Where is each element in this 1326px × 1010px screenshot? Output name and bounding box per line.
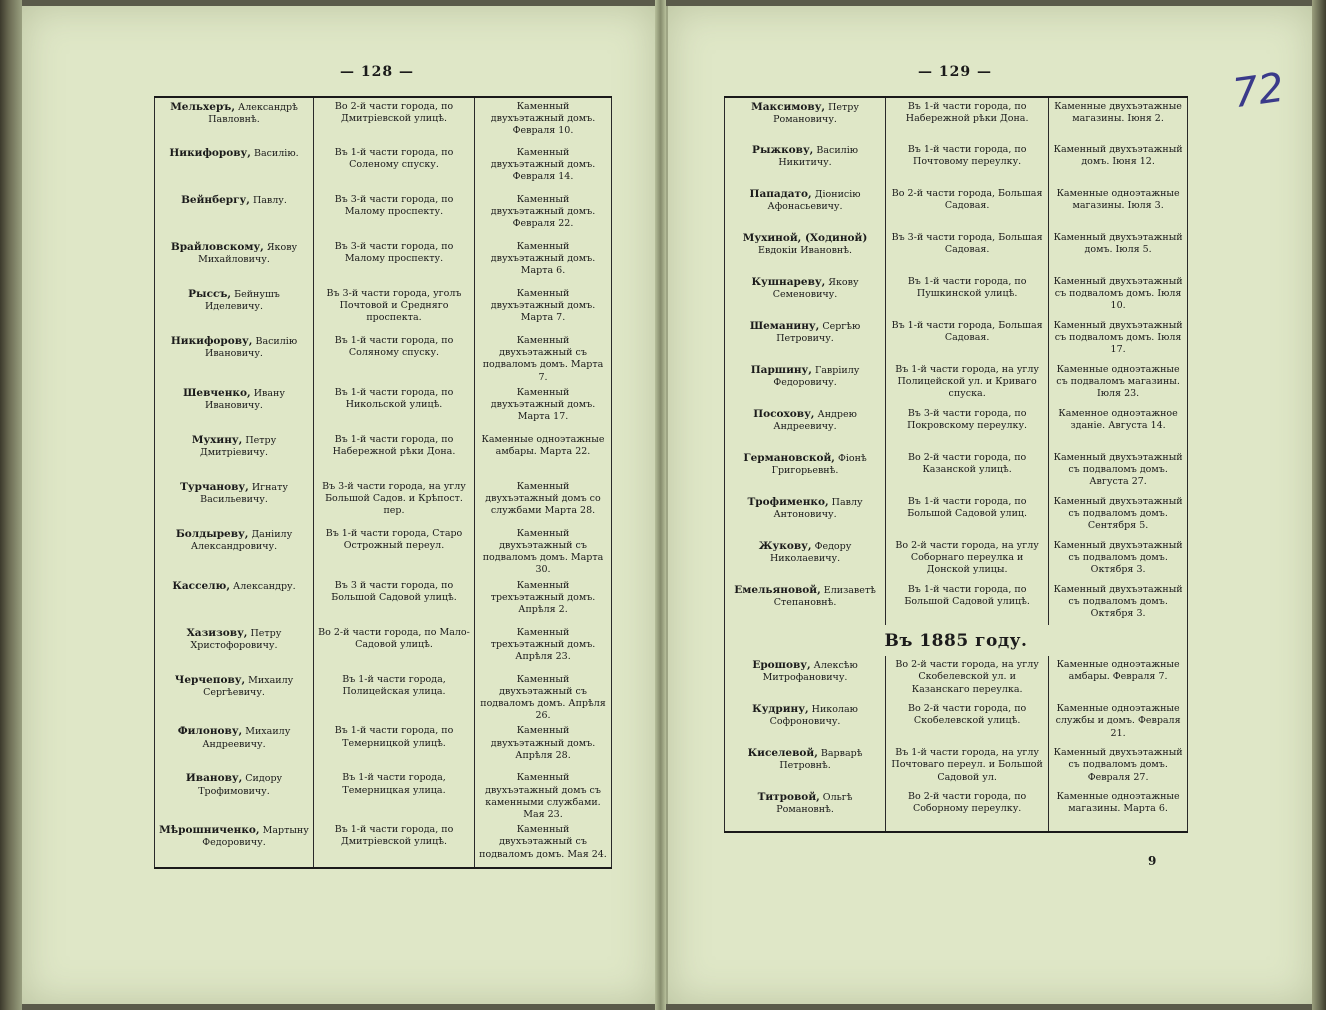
- location-cell: Въ 1-й части города, Полицейская улица.: [314, 671, 475, 723]
- owner-surname: Киселевой,: [747, 747, 818, 760]
- owner-given-name: Федору Николаевичу.: [769, 541, 852, 565]
- owner-cell: [155, 238, 314, 285]
- section-cell: [725, 625, 1188, 656]
- location-cell: Въ 1-й части города, на углу Почтоваго переул. и Большой Садовой ул.: [886, 744, 1049, 788]
- owner-cell: [155, 384, 314, 431]
- owner-given-name: Андрею Андреевичу.: [773, 409, 857, 433]
- location-cell: Въ 1-й части города, по Почтовому переулку.: [886, 141, 1049, 185]
- table-row: [725, 788, 1188, 832]
- owner-surname: Болдыреву,: [175, 527, 249, 540]
- table-row: [155, 525, 612, 577]
- owner-surname: Мухиной, (Ходиной): [742, 232, 868, 244]
- location-cell: Въ 3-й части города, на углу Большой Садов. и Крѣпост. пер.: [314, 478, 475, 525]
- owner-given-name: Павлу.: [252, 195, 287, 206]
- location-cell: Въ 1-й части города, по Соляному спуску.: [314, 332, 475, 384]
- owner-surname: Врайловскому,: [170, 241, 264, 253]
- table-row: [155, 478, 612, 525]
- location-cell: Въ 3-й части города, уголъ Почтовой и Средняго проспекта.: [314, 285, 475, 332]
- table-row: [155, 577, 612, 624]
- table-row: [725, 97, 1188, 141]
- table-row: [155, 769, 612, 821]
- owner-surname: Шевченко,: [183, 386, 251, 399]
- owner-given-name: Александрѣ Павловнѣ.: [208, 102, 298, 126]
- table-row: [725, 537, 1188, 581]
- owner-given-name: Ольгѣ Романовнѣ.: [776, 792, 853, 816]
- owner-given-name: Павлу Антоновичу.: [773, 497, 863, 521]
- owner-surname: Пападато,: [749, 188, 812, 200]
- building-cell: Каменный двухъэтажный съ подваломъ домъ. Іюля 10.: [1049, 273, 1188, 317]
- building-cell: Каменные одноэтажные амбары. Марта 22.: [475, 431, 612, 478]
- owner-surname: Ерошову,: [752, 659, 811, 672]
- owner-cell: [725, 229, 886, 273]
- table-row: [725, 449, 1188, 493]
- building-cell: Каменный трехъэтажный домъ. Апрѣля 23.: [475, 624, 612, 671]
- location-cell: Въ 1-й части города, по Никольской улицѣ.: [314, 384, 475, 431]
- owner-surname: Турчанову,: [180, 480, 249, 493]
- location-cell: Въ 1-й части города, по Дмитріевской улицѣ.: [314, 821, 475, 868]
- owner-given-name: Петру Романовичу.: [773, 102, 859, 126]
- owner-surname: Иванову,: [185, 772, 243, 785]
- page-number-left: — 128 —: [340, 64, 414, 80]
- owner-cell: [155, 191, 314, 238]
- table-row: [725, 229, 1188, 273]
- location-cell: Въ 1-й части города, по Большой Садовой улиц.: [886, 493, 1049, 537]
- building-cell: Каменный двухъэтажный съ подваломъ домъ. Августа 27.: [1049, 449, 1188, 493]
- owner-cell: [725, 700, 886, 744]
- table-row: [725, 405, 1188, 449]
- owner-cell: [725, 493, 886, 537]
- owner-given-name: Якову Семеновичу.: [772, 277, 859, 301]
- owner-surname: Емельяновой,: [734, 584, 821, 596]
- table-row: [155, 97, 612, 144]
- owner-cell: [155, 97, 314, 144]
- location-cell: Въ 1-й части города, по Набережной рѣки Дона.: [886, 97, 1049, 141]
- owner-cell: [725, 361, 886, 405]
- owner-surname: Хазизову,: [186, 626, 248, 639]
- table-row: [725, 493, 1188, 537]
- location-cell: Въ 1-й части города, по Пушкинской улицѣ.: [886, 273, 1049, 317]
- owner-cell: [155, 285, 314, 332]
- table-row: [725, 273, 1188, 317]
- building-cell: Каменный трехъэтажный домъ. Апрѣля 2.: [475, 577, 612, 624]
- location-cell: Во 2-й части города, по Казанской улицѣ.: [886, 449, 1049, 493]
- owner-surname: Мухину,: [191, 433, 243, 446]
- owner-cell: [725, 744, 886, 788]
- location-cell: Въ 1-й части города, по Соленому спуску.: [314, 144, 475, 191]
- right-page: [666, 6, 1314, 1004]
- location-cell: Во 2-й части города, на углу Скобелевской ул. и Казанскаго переулка.: [886, 656, 1049, 700]
- owner-cell: [155, 478, 314, 525]
- book-gutter: [655, 0, 666, 1010]
- building-cell: Каменный двухъэтажный съ подваломъ домъ. Апрѣля 26.: [475, 671, 612, 723]
- owner-given-name: Фіонѣ Григорьевнѣ.: [771, 453, 867, 477]
- building-cell: Каменный двухъэтажный домъ. Іюля 5.: [1049, 229, 1188, 273]
- building-cell: Каменный двухъэтажный домъ. Іюня 12.: [1049, 141, 1188, 185]
- building-cell: Каменный двухъэтажный домъ. Февраля 22.: [475, 191, 612, 238]
- owner-given-name: Василію Ивановичу.: [205, 336, 298, 360]
- building-cell: Каменный двухъэтажный домъ со службами Марта 28.: [475, 478, 612, 525]
- register-table-left: [154, 96, 612, 869]
- owner-surname: Никифорову,: [170, 335, 253, 347]
- owner-surname: Никифорову,: [169, 147, 251, 159]
- building-cell: Каменные одноэтажные службы и домъ. Февраля 21.: [1049, 700, 1188, 744]
- owner-cell: [155, 769, 314, 821]
- owner-cell: [725, 788, 886, 832]
- location-cell: Въ 3-й части города, по Малому проспекту.: [314, 191, 475, 238]
- owner-given-name: Петру Христофоровичу.: [190, 627, 282, 651]
- table-row: [155, 384, 612, 431]
- owner-cell: [155, 671, 314, 723]
- section-row: [725, 625, 1188, 656]
- owner-given-name: Елизаветѣ Степановнѣ.: [773, 585, 876, 609]
- handwritten-folio-mark: 72: [1230, 64, 1287, 118]
- building-cell: Каменные одноэтажные съ подваломъ магазины. Іюля 23.: [1049, 361, 1188, 405]
- building-cell: Каменный двухъэтажный съ подваломъ домъ. Марта 7.: [475, 332, 612, 384]
- owner-cell: [725, 449, 886, 493]
- table-row: [725, 656, 1188, 700]
- book-edge-left: [0, 0, 22, 1010]
- location-cell: Въ 3-й части города, по Малому проспекту.: [314, 238, 475, 285]
- owner-given-name: Михаилу Сергѣевичу.: [203, 674, 294, 698]
- owner-given-name: Михаилу Андреевичу.: [202, 726, 291, 750]
- owner-given-name: Ивану Ивановичу.: [205, 387, 285, 412]
- owner-surname: Посохову,: [753, 408, 815, 420]
- location-cell: Во 2-й части города, по Соборному переулку.: [886, 788, 1049, 832]
- table-row: [725, 361, 1188, 405]
- table-row: [155, 332, 612, 384]
- building-cell: Каменный двухъэтажный съ подваломъ домъ. Октября 3.: [1049, 581, 1188, 625]
- owner-given-name: Бейнушъ Иделевичу.: [205, 289, 280, 313]
- owner-given-name: Василію Никитичу.: [778, 145, 859, 169]
- building-cell: Каменный двухъэтажный съ подваломъ домъ. Февраля 27.: [1049, 744, 1188, 788]
- owner-given-name: Сергѣю Петровичу.: [776, 321, 861, 345]
- owner-given-name: Василію.: [253, 148, 299, 159]
- owner-cell: [725, 185, 886, 229]
- location-cell: Въ 1-й части города, по Большой Садовой улицѣ.: [886, 581, 1049, 625]
- owner-surname: Шеманину,: [749, 320, 820, 332]
- register-table-right: [724, 96, 1188, 833]
- owner-cell: [155, 332, 314, 384]
- signature-mark: 9: [1148, 854, 1157, 868]
- owner-cell: [155, 722, 314, 769]
- owner-cell: [725, 537, 886, 581]
- building-cell: Каменные одноэтажные магазины. Марта 6.: [1049, 788, 1188, 832]
- owner-surname: Филонову,: [177, 725, 243, 738]
- owner-given-name: Даніилу Александровичу.: [190, 528, 293, 553]
- table-row: [725, 141, 1188, 185]
- location-cell: Во 2-й части города, на углу Соборнаго переулка и Донской улицы.: [886, 537, 1049, 581]
- owner-surname: Рыссъ,: [188, 288, 232, 300]
- building-cell: Каменный двухъэтажный съ подваломъ домъ. Октября 3.: [1049, 537, 1188, 581]
- owner-cell: [155, 525, 314, 577]
- owner-surname: Жукову,: [758, 540, 812, 552]
- owner-cell: [725, 97, 886, 141]
- owner-surname: Мельхеръ,: [170, 101, 236, 113]
- building-cell: Каменные двухъэтажные магазины. Іюня 2.: [1049, 97, 1188, 141]
- owner-surname: Максимову,: [751, 101, 826, 113]
- owner-cell: [725, 581, 886, 625]
- building-cell: Каменный двухъэтажный съ подваломъ домъ. Сентября 5.: [1049, 493, 1188, 537]
- building-cell: Каменный двухъэтажный домъ. Апрѣля 28.: [475, 722, 612, 769]
- owner-surname: Трофименко,: [747, 496, 829, 508]
- building-cell: Каменный двухъэтажный домъ. Марта 6.: [475, 238, 612, 285]
- location-cell: Во 2-й части города, по Дмитріевской улицѣ.: [314, 97, 475, 144]
- owner-given-name: Алексѣю Митрофановичу.: [762, 660, 858, 684]
- owner-given-name: Діонисію Афонасьевичу.: [767, 189, 861, 213]
- owner-cell: [155, 624, 314, 671]
- table-row: [155, 238, 612, 285]
- owner-cell: [155, 431, 314, 478]
- page-number-right: — 129 —: [918, 64, 992, 80]
- owner-given-name: Николаю Софроновичу.: [769, 704, 858, 728]
- table-row: [725, 185, 1188, 229]
- table-row: [155, 144, 612, 191]
- location-cell: Въ 1-й части города, Большая Садовая.: [886, 317, 1049, 361]
- owner-given-name: Гавріилу Федоровичу.: [773, 365, 860, 389]
- table-row: [155, 624, 612, 671]
- table-row: [725, 317, 1188, 361]
- owner-surname: Рыжкову,: [752, 144, 814, 156]
- table-row: [725, 744, 1188, 788]
- building-cell: Каменный двухъэтажный съ подваломъ домъ. Марта 30.: [475, 525, 612, 577]
- owner-cell: [155, 821, 314, 868]
- owner-surname: Паршину,: [750, 364, 812, 376]
- owner-cell: [155, 577, 314, 624]
- owner-surname: Германовской,: [743, 452, 835, 464]
- owner-cell: [725, 317, 886, 361]
- table-row: [155, 431, 612, 478]
- building-cell: Каменный двухъэтажный домъ. Марта 17.: [475, 384, 612, 431]
- owner-surname: Титровой,: [757, 791, 820, 804]
- owner-surname: Мѣрошниченко,: [159, 824, 260, 837]
- owner-cell: [725, 656, 886, 700]
- left-page: [22, 6, 657, 1004]
- owner-given-name: Петру Дмитріевичу.: [199, 434, 277, 459]
- owner-surname: Касселю,: [172, 579, 230, 592]
- owner-cell: [725, 141, 886, 185]
- owner-given-name: Мартыну Федоровичу.: [202, 825, 309, 849]
- location-cell: Въ 1-й части города, по Набережной рѣки Дона.: [314, 431, 475, 478]
- owner-given-name: Евдокіи Ивановнѣ.: [758, 245, 853, 257]
- location-cell: Въ 1-й части города, по Темерницкой улицѣ.: [314, 722, 475, 769]
- owner-cell: [155, 144, 314, 191]
- location-cell: Въ 1-й части города, на углу Полицейской ул. и Криваго спуска.: [886, 361, 1049, 405]
- owner-surname: Кудрину,: [752, 703, 809, 716]
- owner-given-name: Сидору Трофимовичу.: [198, 773, 283, 797]
- location-cell: Въ 3-й части города, Большая Садовая.: [886, 229, 1049, 273]
- owner-surname: Кушнареву,: [751, 276, 826, 288]
- book-edge-right: [1312, 0, 1326, 1010]
- location-cell: Въ 1-й части города, Темерницкая улица.: [314, 769, 475, 821]
- building-cell: Каменный двухъэтажный съ подваломъ домъ. Іюля 17.: [1049, 317, 1188, 361]
- owner-surname: Черчепову,: [174, 673, 246, 686]
- table-row: [155, 671, 612, 723]
- building-cell: Каменный двухъэтажный домъ. Февраля 14.: [475, 144, 612, 191]
- location-cell: Въ 3-й части города, по Покровскому переулку.: [886, 405, 1049, 449]
- location-cell: Въ 1-й части города, Старо Острожный переул.: [314, 525, 475, 577]
- table-row: [725, 700, 1188, 744]
- owner-given-name: Якову Михайловичу.: [198, 242, 298, 266]
- section-title: Въ 1885 году.: [884, 631, 1028, 651]
- table-row: [155, 722, 612, 769]
- building-cell: Каменный двухъэтажный домъ. Марта 7.: [475, 285, 612, 332]
- owner-given-name: Игнату Васильевичу.: [200, 481, 288, 506]
- table-row: [155, 191, 612, 238]
- location-cell: Во 2-й части города, по Скобелевской улицѣ.: [886, 700, 1049, 744]
- building-cell: Каменный двухъэтажный домъ. Февраля 10.: [475, 97, 612, 144]
- building-cell: Каменный двухъэтажный домъ съ каменными службами. Мая 23.: [475, 769, 612, 821]
- building-cell: Каменные одноэтажные амбары. Февраля 7.: [1049, 656, 1188, 700]
- owner-given-name: Варварѣ Петровнѣ.: [779, 748, 863, 772]
- owner-cell: [725, 405, 886, 449]
- owner-given-name: Александру.: [233, 580, 296, 592]
- building-cell: Каменное одноэтажное зданіе. Августа 14.: [1049, 405, 1188, 449]
- location-cell: Въ 3 й части города, по Большой Садовой улицѣ.: [314, 577, 475, 624]
- owner-surname: Вейнбергу,: [181, 194, 250, 206]
- location-cell: Во 2-й части города, Большая Садовая.: [886, 185, 1049, 229]
- building-cell: Каменные одноэтажные магазины. Іюля 3.: [1049, 185, 1188, 229]
- owner-cell: [725, 273, 886, 317]
- table-row: [725, 581, 1188, 625]
- table-row: [155, 821, 612, 868]
- building-cell: Каменный двухъэтажный съ подваломъ домъ. Мая 24.: [475, 821, 612, 868]
- table-row: [155, 285, 612, 332]
- location-cell: Во 2-й части города, по Мало-Садовой улицѣ.: [314, 624, 475, 671]
